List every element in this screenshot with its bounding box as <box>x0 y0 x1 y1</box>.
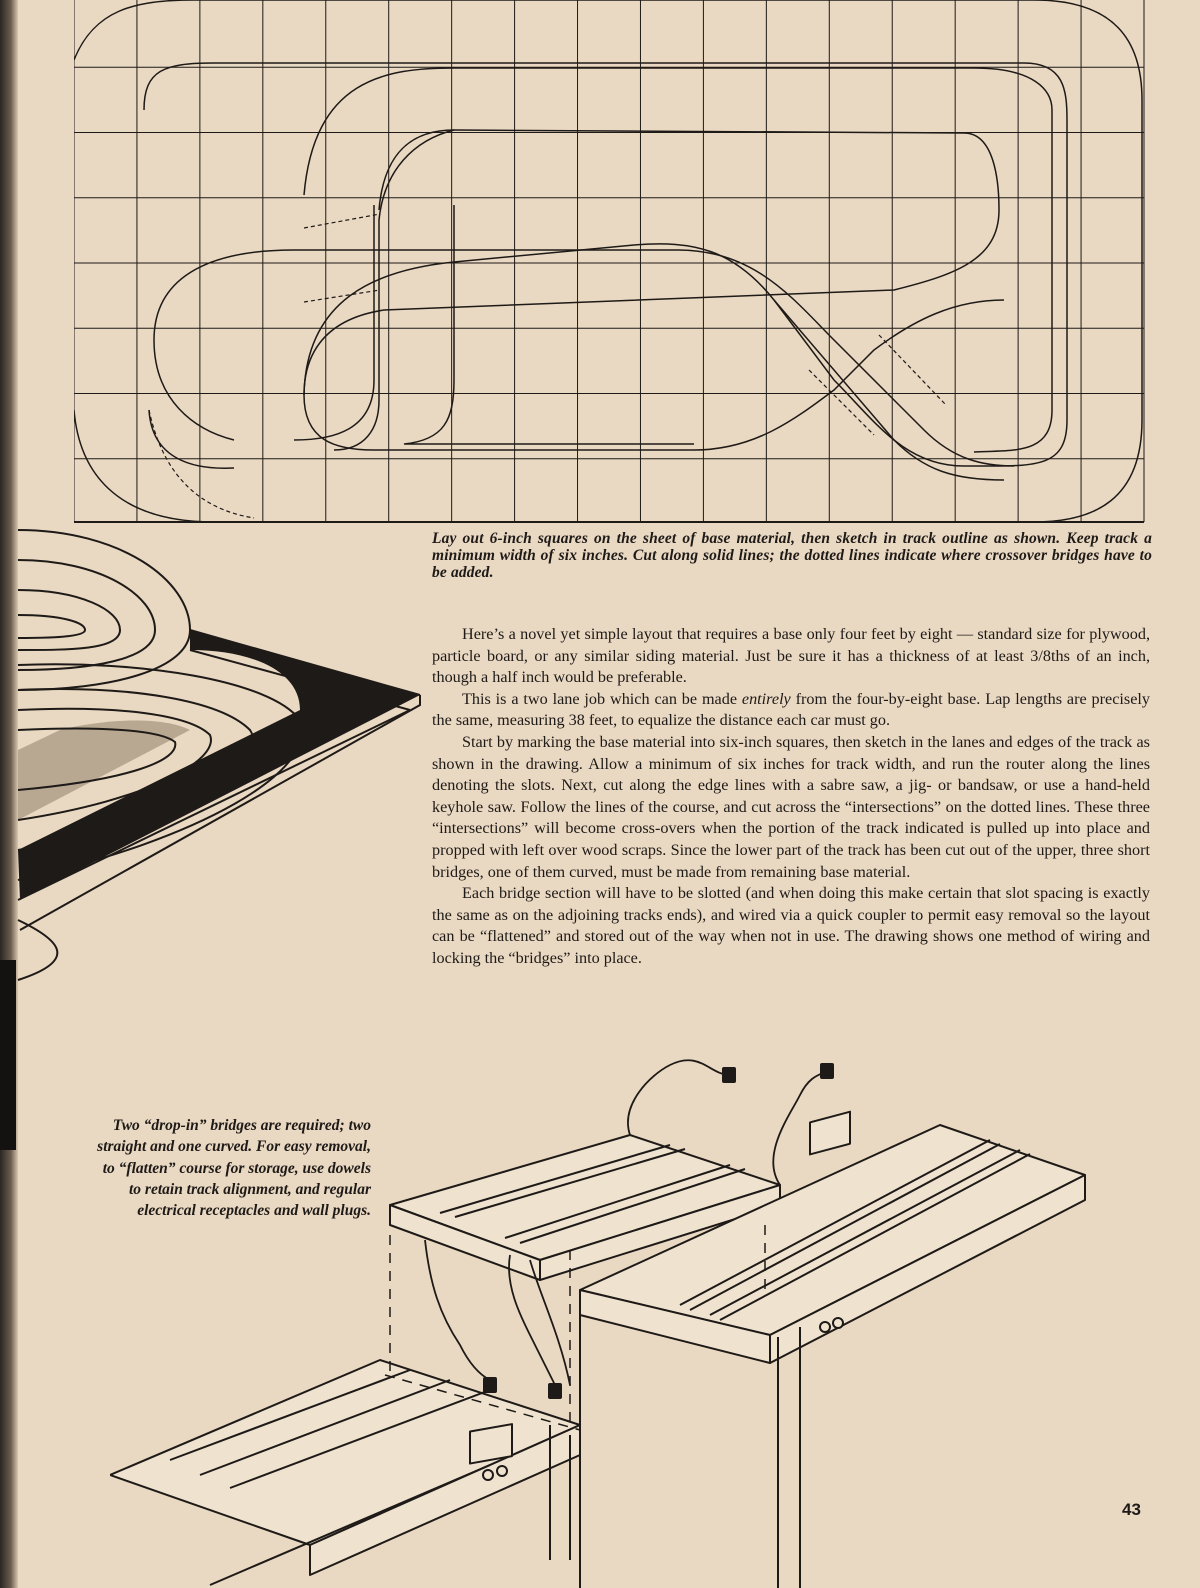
track-layout-diagram <box>74 0 1146 524</box>
drop-in-bridge-diagram <box>110 1045 1090 1588</box>
article-paragraph: Each bridge section will have to be slotted (and when doing this make certain that slot spacing is exactly the same as on the adjoining tracks ends), and wired via a quick coupler to permit easy removal so the layout can be “flattened” and stored out of the way when not in use. The drawing shows one method of wiring and locking the “bridges” into place. <box>432 884 1150 967</box>
article-paragraph: Start by marking the base material into six-inch squares, then sketch in the lanes and edges of the track as shown in the drawing. Allow a minimum of six inches for track width, and run the router along the lines denoting the slots. Next, cut along the edge lines with a sabre saw, a jig- or bandsaw, or use a hand-held keyhole saw. Follow the lines of the course, and cut across the “intersections” on the dotted lines. These three “intersections” will become cross-overs when the portion of the track indicated is pulled up into place and propped with left over wood scraps. Since the lower part of the track has been cut out of the upper, three short bridges, one of them curved, must be made from remaining base material. <box>432 732 1150 881</box>
left-track-section <box>110 1360 580 1585</box>
emphasis-text: entirely <box>741 689 791 708</box>
article-paragraph: This is a two lane job which can be made entirely from the four-by-eight base. Lap lengths are precisely the same, measuring 38 feet, to equalize the distance each car must go. <box>432 689 1150 730</box>
page-number: 43 <box>1122 1500 1141 1519</box>
track-outline <box>74 0 1142 522</box>
article-body <box>432 624 1150 970</box>
article-paragraph: Here’s a novel yet simple layout that requires a base only four feet by eight — standard size for plywood, particle board, or any similar siding material. Just be sure it has a thickness of at least 3/8ths of an inch, though a half inch would be preferable. <box>432 625 1150 687</box>
crossover-dotted-lines <box>149 214 946 518</box>
layout-figure-caption: Lay out 6-inch squares on the sheet of base material, then sketch in track outline as shown. Keep track a minimum width of six inches. Cut along solid lines; the dotted lines indicate where crossover bridges have to be added. <box>432 530 1152 581</box>
track-edge-illustration <box>0 520 425 990</box>
bridge-figure-caption: Two “drop-in” bridges are required; two straight and one curved. For easy removal, to “flatten” course for storage, use dowels to retain track alignment, and regular electrical receptacles and wall plugs. <box>97 1117 371 1220</box>
